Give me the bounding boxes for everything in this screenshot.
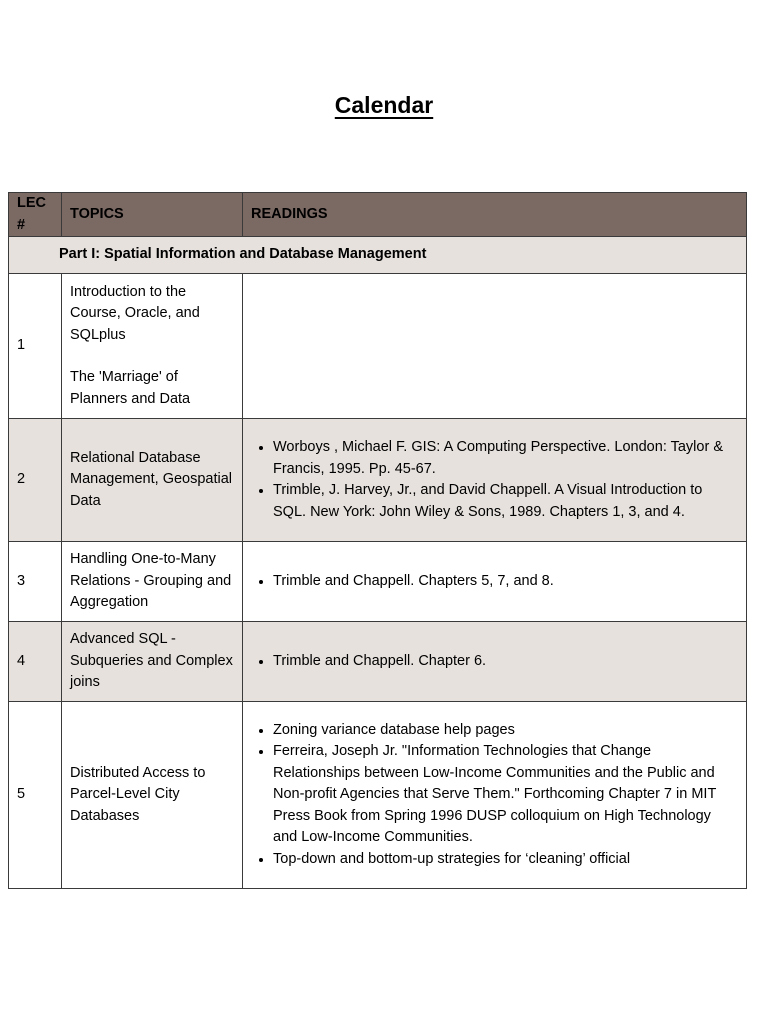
topic-cell: [62, 274, 243, 419]
topic-cell: Relational Database Management, Geospatial Data: [62, 419, 243, 542]
lec-number: 1: [9, 274, 62, 419]
calendar-table: [8, 192, 747, 889]
header-lec: LEC #: [9, 193, 62, 237]
table-row: [9, 542, 747, 622]
page-title: Calendar: [334, 92, 434, 118]
topic-text: Introduction to the Course, Oracle, and SQLplus: [70, 283, 200, 343]
header-topics: TOPICS: [62, 193, 243, 237]
table-row: [9, 622, 747, 702]
part-row: [9, 237, 747, 274]
topic-cell: Handling One-to-Many Relations - Grouping and Aggregation: [62, 542, 243, 622]
reading-item: • Ferreira, Joseph Jr. "Information Technologies that Change Relationships between Low-Income Communities and the Public and Non-profit Agencies that Serve Them." Forthcoming Chapter 7 in MIT Press Book from Spring 1996 DUSP colloquium on High Technology and Low-Income Communities.: [273, 741, 738, 849]
lec-number: 2: [9, 419, 62, 542]
part-heading: Part I: Spatial Information and Database Management: [9, 237, 747, 274]
header-readings: READINGS: [243, 193, 747, 237]
topic-cell: Distributed Access to Parcel-Level City Databases: [62, 702, 243, 889]
reading-item: • Trimble, J. Harvey, Jr., and David Chappell. A Visual Introduction to SQL. New York: John Wiley & Sons, 1989. Chapters 1, 3, and 4.: [273, 480, 738, 523]
table-row: [9, 419, 747, 542]
lec-number: 4: [9, 622, 62, 702]
lec-number: 5: [9, 702, 62, 889]
lec-number: 3: [9, 542, 62, 622]
reading-item: • Zoning variance database help pages: [273, 720, 738, 742]
readings-cell: [243, 622, 747, 702]
readings-cell: [243, 542, 747, 622]
reading-item: • Trimble and Chappell. Chapter 6.: [273, 651, 738, 673]
readings-cell: [243, 419, 747, 542]
table-row: [9, 702, 747, 889]
topic-text: The 'Marriage' of Planners and Data: [70, 369, 191, 407]
readings-cell: [243, 274, 747, 419]
table-row: [9, 274, 747, 419]
reading-item: • Trimble and Chappell. Chapters 5, 7, and 8.: [273, 571, 738, 593]
reading-item: • Worboys , Michael F. GIS: A Computing Perspective. London: Taylor & Francis, 1995. Pp. 45-67.: [273, 437, 738, 480]
readings-cell: [243, 702, 747, 889]
topic-cell: Advanced SQL - Subqueries and Complex joins: [62, 622, 243, 702]
reading-item: • Top-down and bottom-up strategies for ‘cleaning’ official: [273, 849, 738, 871]
table-header-row: [9, 193, 747, 237]
